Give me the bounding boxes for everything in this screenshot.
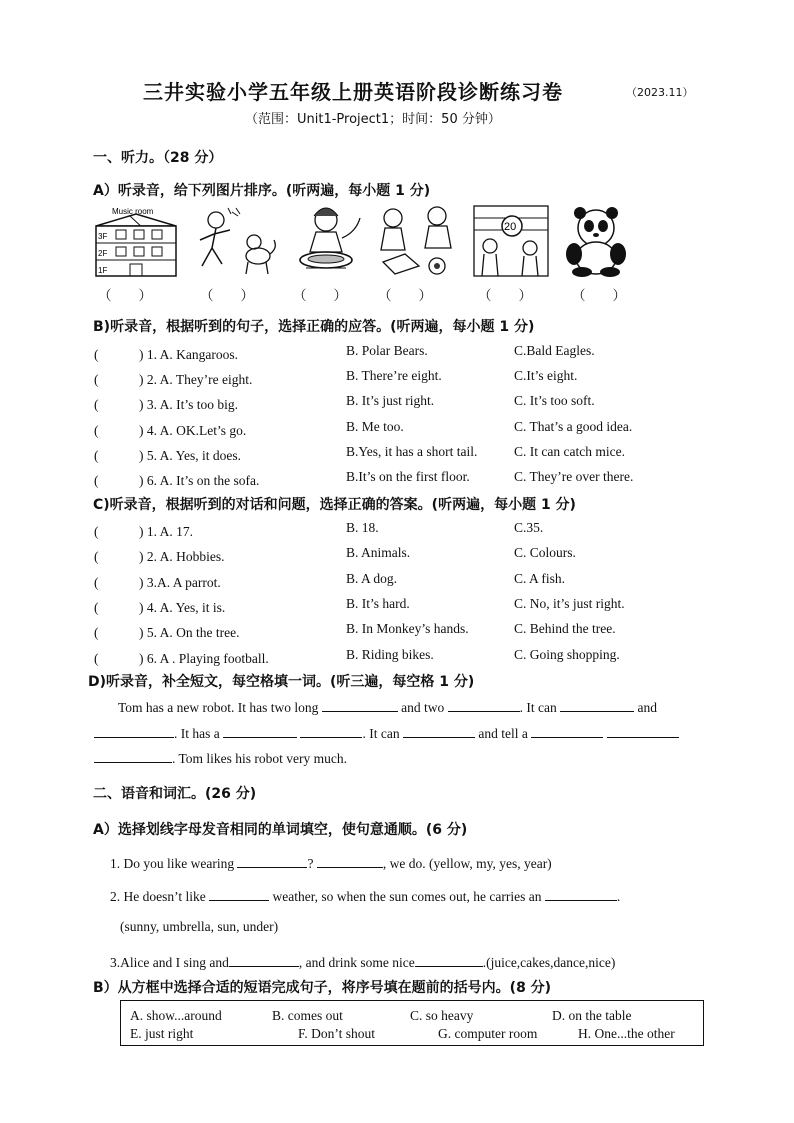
phrase-option: C. so heavy (410, 1008, 474, 1023)
option-c: C. A fish. (514, 571, 566, 586)
answer-blank[interactable] (531, 723, 603, 738)
option-b: B. It’s just right. (346, 393, 435, 408)
section-a-heading: A）听录音，给下列图片排序。(听两遍，每小题 1 分) (93, 183, 431, 199)
picture-answer-bracket[interactable]: （ ） (293, 288, 347, 303)
boy-running-dog-picture (192, 204, 282, 283)
question-stem-a: ( ) 2. A. Hobbies. (94, 549, 225, 564)
picture-answer-bracket[interactable]: （ ） (478, 288, 532, 303)
passage-text: Tom has a new robot. It has two long (118, 700, 319, 715)
phonics-question-1 (110, 853, 552, 872)
option-c: C.It’s eight. (514, 368, 578, 383)
option-b: B. Animals. (346, 545, 411, 560)
classroom-clock-picture (472, 204, 550, 283)
phrase-option: G. computer room (438, 1026, 538, 1041)
passage-text: . It has a (174, 726, 220, 741)
passage-text: and two (401, 700, 445, 715)
picture-answer-bracket[interactable]: （ ） (200, 288, 254, 303)
panda-picture (560, 204, 634, 283)
picture-answer-bracket[interactable]: （ ） (98, 288, 152, 303)
option-b: B. Me too. (346, 419, 404, 434)
option-b: B.Yes, it has a short tail. (346, 444, 478, 459)
clock-number-label: 20 (504, 221, 517, 233)
passage-text: and tell a (478, 726, 528, 741)
question-text: . (616, 889, 621, 904)
answer-blank[interactable] (607, 723, 679, 738)
girl-cooking-picture (292, 204, 372, 283)
option-c: C. That’s a good idea. (514, 419, 633, 434)
option-c: C.Bald Eagles. (514, 343, 595, 358)
answer-blank[interactable] (223, 723, 297, 738)
section-heading-listening: 一、听力。（28 分） (93, 150, 223, 166)
answer-blank[interactable] (560, 697, 634, 712)
phrase-option: E. just right (130, 1026, 194, 1041)
answer-blank[interactable] (545, 886, 617, 901)
option-b: B. There’re eight. (346, 368, 442, 383)
answer-blank[interactable] (94, 723, 174, 738)
option-c: C. It’s too soft. (514, 393, 595, 408)
question-stem-a: ( ) 1. A. Kangaroos. (94, 347, 238, 362)
question-text: .(juice,cakes,dance,nice) (482, 955, 616, 970)
option-c: C. It can catch mice. (514, 444, 625, 459)
answer-blank[interactable] (403, 723, 475, 738)
question-text: 3.Alice and I sing and (110, 955, 229, 970)
section-2b-heading: B）从方框中选择合适的短语完成句子，将序号填在题前的括号内。(8 分) (93, 980, 552, 996)
question-stem-a: ( ) 4. A. OK.Let’s go. (94, 423, 247, 438)
option-b: B. In Monkey’s hands. (346, 621, 469, 636)
section-d-heading: D)听录音，补全短文，每空格填一词。(听三遍，每空格 1 分) (88, 674, 475, 690)
children-drawing-picture (375, 204, 457, 283)
exam-date: （2023.11） (626, 86, 694, 99)
option-b: B. It’s hard. (346, 596, 410, 611)
question-stem-a: ( ) 6. A. It’s on the sofa. (94, 473, 260, 488)
phonics-question-2 (110, 886, 620, 905)
passage-text: . Tom likes his robot very much. (172, 751, 348, 766)
option-c: C. Behind the tree. (514, 621, 616, 636)
option-b: B. Polar Bears. (346, 343, 428, 358)
option-c: C. No, it’s just right. (514, 596, 625, 611)
answer-blank[interactable] (300, 723, 362, 738)
answer-blank[interactable] (317, 853, 383, 868)
option-c: C.35. (514, 520, 544, 535)
question-stem-a: ( ) 4. A. Yes, it is. (94, 600, 226, 615)
question-stem-a: ( ) 1. A. 17. (94, 524, 193, 539)
section-heading-phonics: 二、语音和词汇。(26 分) (93, 786, 257, 802)
question-stem-a: ( ) 6. A . Playing football. (94, 651, 269, 666)
passage-text: and (637, 700, 658, 715)
page-title: 三井实验小学五年级上册英语阶段诊断练习卷 (143, 80, 563, 104)
phonics-question-3 (110, 952, 615, 971)
phrase-option: H. One...the other (578, 1026, 675, 1041)
question-text: , and drink some nice (298, 955, 415, 970)
picture-answer-bracket[interactable]: （ ） (378, 288, 432, 303)
exam-scope: （范围：Unit1-Project1；时间：50 分钟） (245, 112, 501, 127)
answer-blank[interactable] (209, 886, 269, 901)
question-text: weather, so when the sun comes out, he carries an (272, 889, 542, 904)
answer-blank[interactable] (237, 853, 307, 868)
option-b: B. 18. (346, 520, 379, 535)
passage-text: . It can (362, 726, 400, 741)
phrase-option: F. Don’t shout (298, 1026, 376, 1041)
question-stem-a: ( ) 3. A. It’s too big. (94, 397, 238, 412)
option-b: B. Riding bikes. (346, 647, 434, 662)
answer-blank[interactable] (94, 748, 172, 763)
word-choices: (sunny, umbrella, sun, under) (120, 919, 279, 934)
section-2a-heading: A）选择划线字母发音相同的单词填空，使句意通顺。(6 分) (93, 822, 468, 838)
question-stem-a: ( ) 3.A. A parrot. (94, 575, 221, 590)
school-building-picture (90, 204, 182, 283)
question-text: 1. Do you like wearing (110, 856, 235, 871)
question-stem-a: ( ) 2. A. They’re eight. (94, 372, 253, 387)
option-c: C. Going shopping. (514, 647, 620, 662)
passage-line-2 (94, 723, 679, 742)
option-c: C. Colours. (514, 545, 576, 560)
answer-blank[interactable] (415, 952, 483, 967)
passage-line-1 (118, 697, 657, 716)
question-text: 2. He doesn’t like (110, 889, 206, 904)
answer-blank[interactable] (322, 697, 398, 712)
answer-blank[interactable] (229, 952, 299, 967)
phrase-option: A. show...around (130, 1008, 222, 1023)
question-stem-a: ( ) 5. A. On the tree. (94, 625, 240, 640)
option-c: C. They’re over there. (514, 469, 634, 484)
phrase-option: D. on the table (552, 1008, 632, 1023)
question-text: , we do. (yellow, my, yes, year) (382, 856, 552, 871)
option-b: B. A dog. (346, 571, 398, 586)
section-b-heading: B)听录音，根据听到的句子，选择正确的应答。(听两遍，每小题 1 分) (93, 319, 535, 335)
music-room-label: Music room (112, 207, 154, 216)
option-b: B.It’s on the first floor. (346, 469, 470, 484)
section-c-heading: C)听录音，根据听到的对话和问题，选择正确的答案。(听两遍，每小题 1 分) (93, 497, 576, 513)
passage-text: . It can (519, 700, 557, 715)
picture-answer-bracket[interactable]: （ ） (572, 288, 626, 303)
question-text: ? (307, 856, 314, 871)
passage-line-3 (94, 748, 347, 767)
question-stem-a: ( ) 5. A. Yes, it does. (94, 448, 242, 463)
floor-label-3f: 3F (98, 232, 108, 241)
floor-label-1f: 1F (98, 266, 108, 275)
answer-blank[interactable] (448, 697, 520, 712)
phrase-option: B. comes out (272, 1008, 343, 1023)
floor-label-2f: 2F (98, 249, 108, 258)
